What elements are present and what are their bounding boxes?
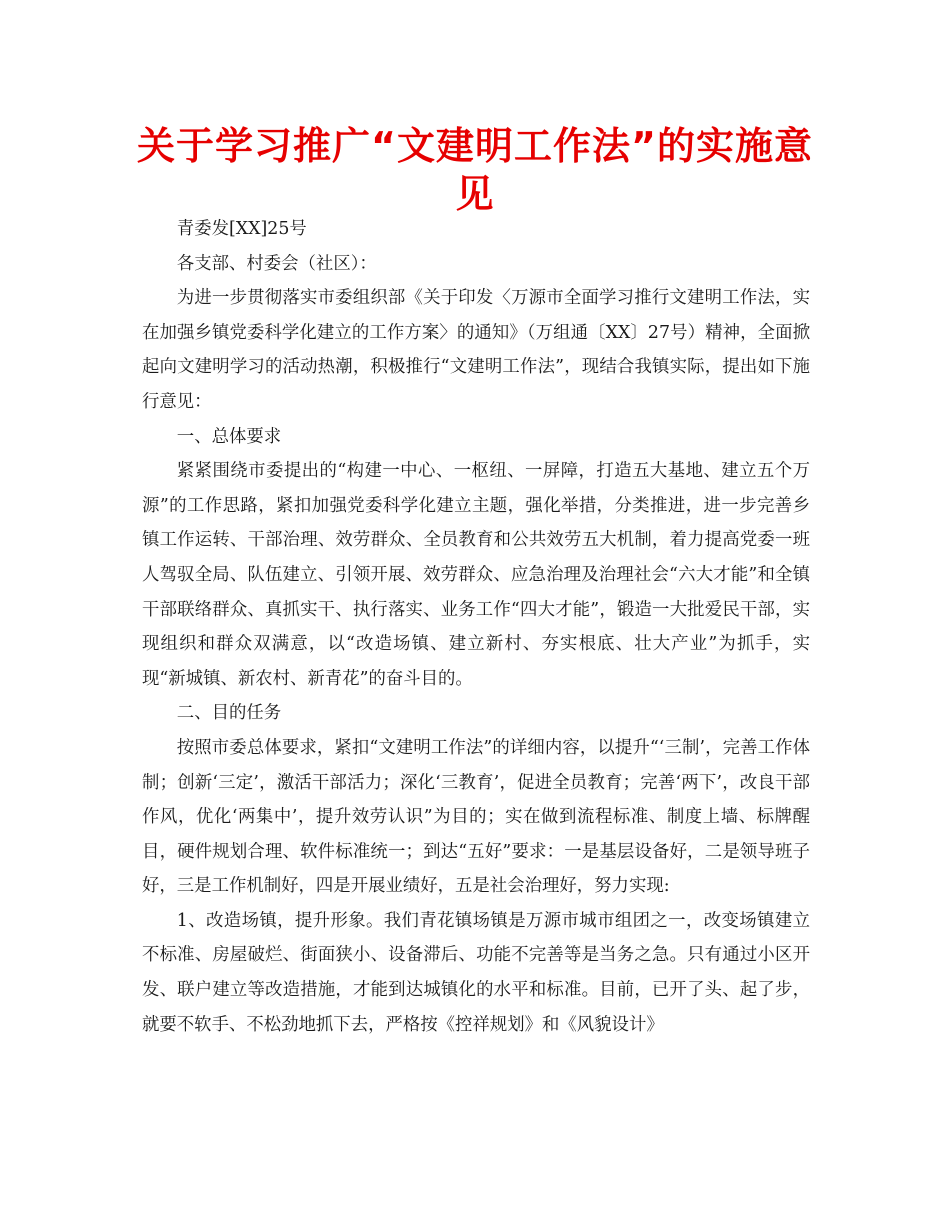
section-heading-general-requirements: 一、总体要求 bbox=[176, 426, 282, 447]
document-title: 关于学习推广“文建明工作法”的实施意见 bbox=[137, 124, 813, 216]
addressee-line: 各支部、村委会（社区）： bbox=[176, 253, 377, 274]
document-number: 青委发[XX]25号 bbox=[176, 219, 307, 239]
section-heading-goals-tasks: 二、目的任务 bbox=[176, 703, 282, 724]
item-1-paragraph: 1、改造场镇，提升形象。我们青花镇场镇是万源市城市组团之一，改变场镇建立不标准、房屋破烂、街面狭小、设备滞后、功能不完善等是当务之急。只有通过小区开发、联户建立等改造措施，才能到达城镇化的水平和标准。目前，已开了头、起了步，就要不软手、不松劲地抓下去，严格按《控祥规划》和《风貌设计》 bbox=[142, 910, 810, 1035]
general-requirements-paragraph: 紧紧围绕市委提出的“构建一中心、一枢纽、一屏障，打造五大基地、建立五个万源”的工作思路，紧扣加强党委科学化建立主题，强化举措，分类推进，进一步完善乡镇工作运转、干部治理、效劳群众、全员教育和公共效劳五大机制，着力提高党委一班人驾驭全局、队伍建立、引领开展、效劳群众、应急治理及治理社会“六大才能”和全镇干部联络群众、真抓实干、执行落实、业务工作“四大才能”，锻造一大批爱民干部，实现组织和群众双满意，以“改造场镇、建立新村、夯实根底、壮大产业”为抓手，实现“新城镇、新农村、新青花”的奋斗目的。 bbox=[142, 461, 810, 689]
goals-tasks-paragraph: 按照市委总体要求，紧扣“文建明工作法”的详细内容，以提升“‘三制’，完善工作体制；创新‘三定’，激活干部活力；深化‘三教育’，促进全员教育；完善‘两下’，改良干部作风，优化‘两集中’，提升效劳认识”为目的；实在做到流程标准、制度上墙、标牌醒目，硬件规划合理、软件标准统一；到达“五好”要求：一是基层设备好，二是领导班子好，三是工作机制好，四是开展业绩好，五是社会治理好，努力实现: bbox=[142, 737, 810, 897]
document-body bbox=[142, 212, 810, 1042]
intro-paragraph: 为进一步贯彻落实市委组织部《关于印发〈万源市全面学习推行文建明工作法，实在加强乡镇党委科学化建立的工作方案〉的通知》（万组通〔XX〕27号）精神，全面掀起向文建明学习的活动热潮，积极推行“文建明工作法”，现结合我镇实际，提出如下施行意见： bbox=[142, 288, 810, 412]
